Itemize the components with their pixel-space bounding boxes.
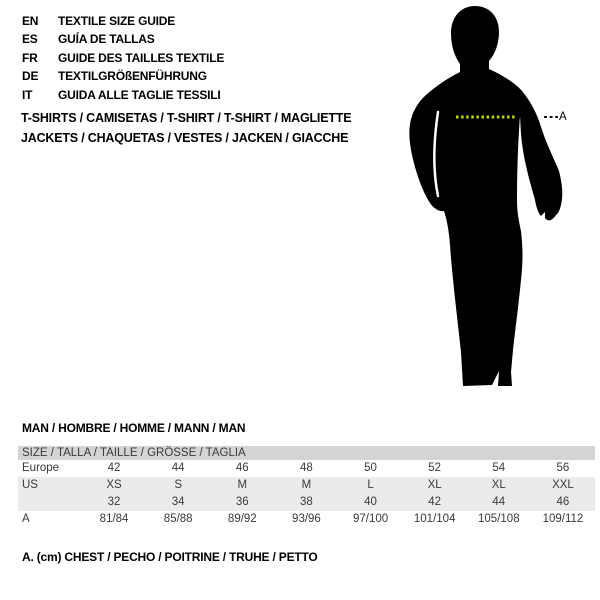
table-cell: XXL (552, 479, 574, 491)
language-label: GUIDE DES TAILLES TEXTILE (58, 50, 225, 65)
row-label: Europe (22, 462, 60, 474)
table-cell: XL (491, 479, 506, 491)
measure-label-a: A (559, 111, 567, 123)
table-row-numeric (18, 494, 595, 511)
language-label: GUIDA ALLE TAGLIE TESSILI (58, 87, 221, 102)
table-cell: 93/96 (292, 513, 321, 525)
table-cell: S (174, 479, 183, 491)
table-cell: 105/108 (478, 513, 520, 525)
table-cell: 48 (300, 462, 313, 474)
table-cell: 40 (364, 496, 377, 508)
man-silhouette-shape (409, 6, 562, 386)
garment-categories (21, 108, 351, 148)
language-code: FR (22, 50, 38, 65)
table-cell: 38 (300, 496, 313, 508)
category-tshirts: T-SHIRTS / CAMISETAS / T-SHIRT / T-SHIRT / MAGLIETTE (21, 111, 352, 125)
table-cell: 56 (556, 462, 570, 474)
row-label: A (22, 513, 30, 525)
table-cell: M (237, 479, 248, 491)
table-cell: 34 (171, 496, 185, 508)
table-cell: 85/88 (163, 513, 193, 525)
language-row-fr (22, 49, 224, 67)
table-cell: 42 (107, 462, 121, 474)
table-cell: 32 (107, 496, 121, 508)
table-row-europe (18, 460, 595, 477)
language-label: TEXTILGRÖßENFÜHRUNG (58, 69, 207, 84)
table-cell: M (301, 479, 312, 491)
measurement-footnote: A. (cm) CHEST / PECHO / POITRINE / TRUHE / PETTO (22, 550, 318, 564)
table-cell: 54 (492, 462, 506, 474)
table-cell: XS (106, 479, 122, 491)
man-silhouette (400, 0, 600, 400)
table-cell: 109/112 (542, 513, 584, 525)
category-jackets: JACKETS / CHAQUETAS / VESTES / JACKEN / GIACCHE (21, 131, 349, 145)
table-cell: 101/104 (413, 513, 456, 525)
size-table-header: SIZE / TALLA / TAILLE / GRÖSSE / TAGLIA (18, 446, 595, 460)
row-label (18, 494, 82, 511)
size-table (18, 446, 595, 528)
language-guide-list (22, 12, 224, 104)
table-cell: 44 (171, 462, 185, 474)
table-row-us (18, 477, 595, 494)
language-row-es (22, 30, 224, 48)
table-cell: 44 (492, 496, 506, 508)
table-cell: 81/84 (99, 513, 129, 525)
table-cell: 89/92 (227, 513, 257, 525)
table-cell: 97/100 (352, 513, 389, 525)
table-cell: L (367, 479, 374, 491)
language-label: GUÍA DE TALLAS (58, 32, 155, 47)
table-cell: 46 (235, 462, 249, 474)
table-cell: 52 (428, 462, 442, 474)
table-row-chest (18, 511, 595, 528)
table-cell: 36 (235, 496, 249, 508)
table-cell: 42 (428, 496, 442, 508)
row-label: US (22, 479, 38, 491)
table-cell: XL (427, 479, 442, 491)
language-row-it (22, 86, 224, 104)
table-cell: 50 (364, 462, 377, 474)
language-label: TEXTILE SIZE GUIDE (58, 14, 176, 28)
language-code: EN (22, 14, 39, 28)
language-code: IT (22, 87, 33, 102)
language-row-de (22, 67, 224, 85)
language-code: ES (22, 32, 38, 47)
man-silhouette-figure (400, 0, 600, 400)
section-title-man: MAN / HOMBRE / HOMME / MANN / MAN (22, 421, 246, 435)
language-code: DE (22, 69, 39, 84)
language-row-en (22, 12, 224, 30)
table-cell: 46 (556, 496, 570, 508)
